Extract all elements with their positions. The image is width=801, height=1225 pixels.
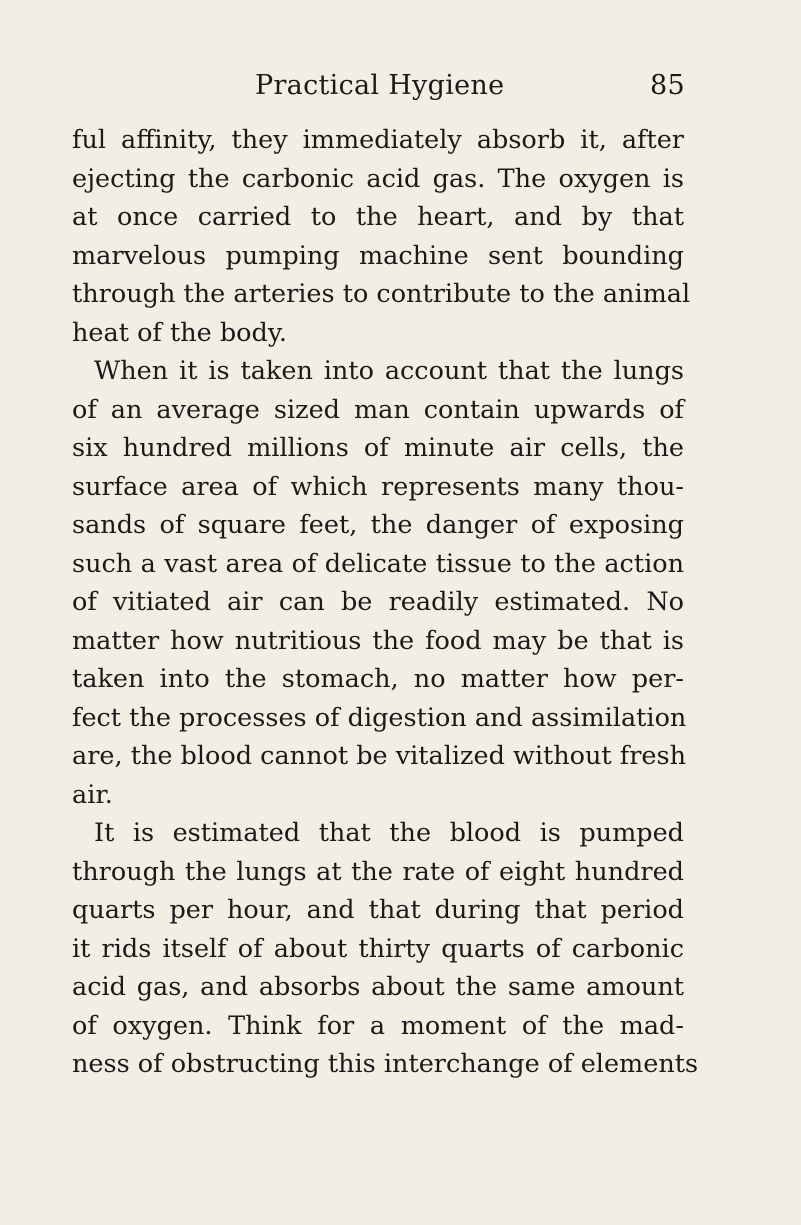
text-line: of oxygen. Think for a moment of the mad-	[72, 1010, 684, 1041]
page-number: 85	[650, 70, 685, 101]
text-line: sands of square feet, the danger of exposing	[72, 510, 684, 540]
text-line: It is estimated that the blood is pumped	[94, 818, 684, 848]
text-line: at once carried to the heart, and by that	[72, 202, 684, 232]
text-line: marvelous pumping machine sent bounding	[72, 240, 684, 271]
running-head-title: Practical Hygiene	[255, 70, 505, 101]
body-text	[72, 121, 699, 1084]
text-line: ness of obstructing this interchange of elements	[72, 1049, 699, 1079]
text-line: matter how nutritious the food may be that is	[72, 625, 684, 656]
text-line: fect the processes of digestion and assimilation	[72, 702, 687, 733]
text-line: of an average sized man contain upwards of	[72, 394, 684, 425]
text-line: acid gas, and absorbs about the same amount	[72, 972, 684, 1002]
text-line: ful affinity, they immediately absorb it, after	[72, 125, 684, 155]
text-line: are, the blood cannot be vitalized without fresh	[72, 741, 687, 771]
text-line: through the lungs at the rate of eight hundred	[72, 856, 684, 887]
text-line: When it is taken into account that the lungs	[94, 356, 684, 386]
text-line: quarts per hour, and that during that period	[72, 895, 684, 925]
text-line: surface area of which represents many thou-	[72, 471, 684, 502]
text-line: air.	[72, 779, 113, 810]
text-line: six hundred millions of minute air cells, the	[72, 433, 684, 463]
text-line: it rids itself of about thirty quarts of carbonic	[72, 933, 684, 964]
text-line: through the arteries to contribute to the animal	[72, 279, 691, 309]
text-line: of vitiated air can be readily estimated. No	[72, 587, 684, 617]
text-line: heat of the body.	[72, 317, 287, 348]
text-line: taken into the stomach, no matter how per-	[72, 664, 684, 694]
running-head	[255, 70, 685, 110]
text-line: such a vast area of delicate tissue to the action	[72, 548, 684, 579]
text-line: ejecting the carbonic acid gas. The oxygen is	[72, 163, 684, 194]
